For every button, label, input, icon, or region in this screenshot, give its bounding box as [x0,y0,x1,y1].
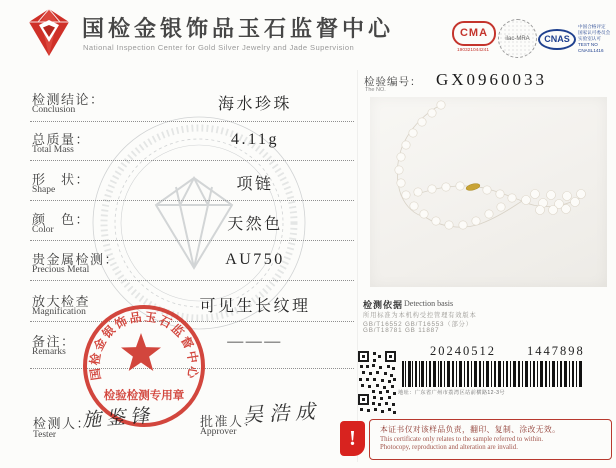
field-value: 海水珍珠 [217,96,292,113]
detection-basis-line: GB/T18781 GB 11887 [363,327,440,334]
issue-date: 20240512 [430,344,496,358]
sample-photo [370,97,607,287]
field-label-en: Shape [32,185,56,195]
cnas-caption-line: 国家认可委员会 [578,30,611,35]
exclamation-icon: ! [340,421,365,456]
field-value: 天然色 [227,216,283,233]
field-label-en: Conclusion [32,105,76,115]
tester-signature: 施鉴锋 [81,405,155,432]
warning-line-cn: 本证书仅对该样品负责，翻印、复制、涂改无效。 [380,425,561,434]
field-value: 项链 [236,176,274,193]
ilac-mra-label: ilac-MRA [505,35,530,42]
cert-no-label-en: The NO. [365,87,386,93]
cnas-caption-line: 中国合格评定 [578,24,606,29]
field-label-en: Total Mass [32,145,74,155]
pearl-necklace [370,97,607,287]
cnas-caption-line: CNASL1416 [578,48,604,53]
field-label-en: Magnification [32,307,86,317]
cnas-caption-line: TEST NO [578,42,598,47]
barcode [402,361,582,387]
detection-basis-title-en: Detection basis [404,299,454,308]
cma-mark: CMA [452,21,496,46]
field-row-conclusion [30,89,354,122]
field-value: 可见生长纹理 [199,298,311,315]
ilac-mra-mark [498,19,537,58]
serial-number: 1447898 [527,344,585,358]
field-row-precious-metal [30,249,354,281]
warning-line-en: Photocopy, reproduction and alteration are invalid. [380,444,518,451]
field-label-en: Precious Metal [32,265,90,275]
cnas-caption-line: 实验室认可 [578,36,601,41]
field-label-cn: 检测结论： [32,92,105,107]
cert-no-value: GX0960033 [436,70,548,89]
tester-label: 检测人： [33,416,92,431]
detection-basis-line: GB/T16552 GB/T16553（部分） [363,321,473,328]
detection-basis-title-cn: 检测依据 [363,300,404,310]
org-name-en: National Inspection Center for Gold Silver Jewelry and Jade Supervision [83,43,355,52]
approver-signature: 吴浩成 [242,400,322,428]
tester-label-en: Tester [33,430,57,440]
field-label-cn: 颜 色： [32,212,91,227]
gold-clasp [465,182,480,191]
star-icon [121,333,161,371]
warning-line-en: This certificate only relates to the sample referred to within. [380,436,544,443]
field-label-cn: 放大检查 [32,294,91,309]
stamp-bottom-text: 检验检测专用章 [103,390,185,402]
approver-label: 批准人： [200,414,259,429]
field-label-cn: 贵金属检测： [32,252,120,267]
approver-label-en: Approver [200,427,237,437]
cert-no-label: 检验编号： [364,76,422,88]
field-value: ——— [227,333,283,350]
field-value: AU750 [225,251,285,268]
warning-box [369,419,612,460]
detection-basis-line: 所用标准为本机构受控管理有效版本 [363,312,477,319]
org-name-cn: 国检金银饰品玉石监督中心 [82,16,395,41]
cnas-mark: CNAS [538,29,576,50]
lab-address: 地址：广东省广州市荔湾区站前横路12-3号 [398,390,505,396]
field-row-total-mass [30,129,354,161]
diamond-logo-icon [26,7,72,59]
cma-number: 190321044241 [456,48,489,53]
field-label-cn: 备注： [32,334,76,349]
field-row-shape [30,169,354,201]
qr-code [357,350,397,416]
field-label-en: Color [32,225,54,235]
field-value: 4.11g [231,131,279,148]
field-label-cn: 总质量： [32,132,91,147]
cnas-caption [578,24,610,54]
field-label-en: Remarks [32,347,66,357]
field-row-color [30,209,354,241]
field-label-cn: 形 状： [32,172,91,187]
stamp-ring-text: 国检金银饰品玉石监督中心 [87,309,201,382]
